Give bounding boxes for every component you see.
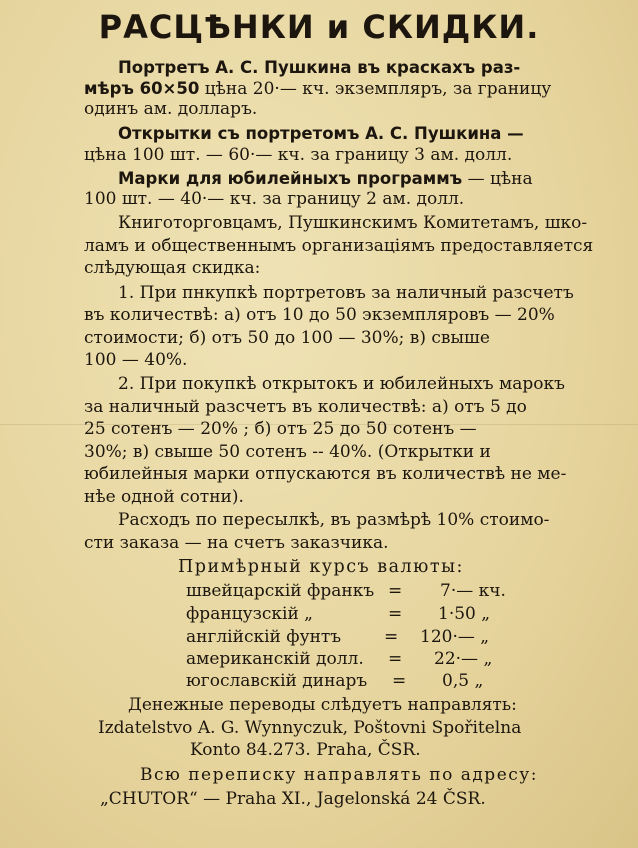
payment-account: Izdatelstvo A. G. Wynnyczuk, Poštovni Spořitelna [98, 718, 522, 738]
rate-equals: = [388, 649, 403, 669]
correspondence-heading: Всю переписку направлять по адресу: [140, 765, 539, 785]
rate-value: 7·— кч. [440, 581, 506, 601]
rate-currency: швейцарскiй франкъ [186, 581, 375, 601]
rate-currency: американскiй долл. [186, 649, 364, 669]
portrait-size: мѣръ 60×50 [84, 79, 200, 98]
item2-line-1: 2. При покупкѣ открытокъ и юбилейныхъ марокъ [118, 374, 565, 394]
item1-line-4: 100 — 40%. [84, 350, 188, 370]
page-title: РАСЦѢНКИ и СКИДКИ. [98, 8, 540, 46]
item2-line-5: юбилейныя марки отпускаются въ количествѣ не ме- [84, 464, 567, 484]
shipping-line-2: сти заказа — на счетъ заказчика. [84, 533, 389, 553]
stamps-line-1 [118, 169, 533, 189]
postcards-line-1: Открытки съ портретомъ А. С. Пушкина — [118, 124, 524, 143]
payment-konto: Konto 84.273. Praha, ČSR. [190, 740, 421, 760]
rate-equals: = [392, 671, 407, 691]
stamps-price-dash: — цѣна [462, 169, 533, 189]
postcards-line-2: цѣна 100 шт. — 60·— кч. за границу 3 ам. долл. [84, 145, 513, 165]
portrait-price: цѣна 20·— кч. экземпляръ, за границу [199, 79, 552, 99]
discount-intro-1: Книготорговцамъ, Пушкинскимъ Комитетамъ, шко- [118, 213, 588, 233]
shipping-line-1: Расходъ по пересылкѣ, въ размѣрѣ 10% стоимо- [118, 510, 550, 530]
item2-line-4: 30%; в) свыше 50 сотенъ -- 40%. (Открытки и [84, 442, 491, 462]
discount-intro-2: ламъ и общественнымъ организацiямъ предоставляется [84, 236, 594, 256]
rate-currency: французскiй „ [186, 604, 313, 624]
rate-value: 120·— „ [420, 627, 490, 647]
rate-value: 22·— „ [434, 649, 493, 669]
item1-line-3: стоимости; б) отъ 50 до 100 — 30%; в) свыше [84, 328, 490, 348]
rate-equals: = [384, 627, 399, 647]
stamps-heading: Марки для юбилейныхъ программъ [118, 169, 463, 188]
payment-heading: Денежные переводы слѣдуетъ направлять: [128, 695, 517, 715]
portrait-line-1: Портретъ А. С. Пушкина въ краскахъ раз- [118, 58, 521, 77]
rates-heading: Примѣрный курсъ валюты: [178, 557, 464, 577]
rate-currency: англiйскiй фунтъ [186, 627, 342, 647]
item1-line-1: 1. При пнкупкѣ портретовъ за наличный разсчетъ [118, 283, 574, 303]
rate-value: 0,5 „ [442, 671, 484, 691]
item2-line-2: за наличный разсчетъ въ количествѣ: а) отъ 5 до [84, 397, 527, 417]
portrait-line-3: одинъ ам. долларъ. [84, 99, 258, 119]
item2-line-3: 25 сотенъ — 20% ; б) отъ 25 до 50 сотенъ — [84, 419, 477, 439]
stamps-line-2: 100 шт. — 40·— кч. за границу 2 ам. долл. [84, 189, 465, 209]
rate-currency: югославскiй динаръ [186, 671, 368, 691]
discount-intro-3: слѣдующая скидка: [84, 258, 261, 278]
rate-equals: = [388, 604, 403, 624]
portrait-line-2 [84, 79, 551, 99]
item1-line-2: въ количествѣ: а) отъ 10 до 50 экземпляровъ — 20% [84, 305, 555, 325]
rate-equals: = [388, 581, 403, 601]
rate-value: 1·50 „ [438, 604, 491, 624]
correspondence-address: „CHUTOR“ — Praha XI., Jagelonská 24 ČSR. [100, 789, 486, 809]
item2-line-6: нѣе одной сотни). [84, 487, 244, 507]
